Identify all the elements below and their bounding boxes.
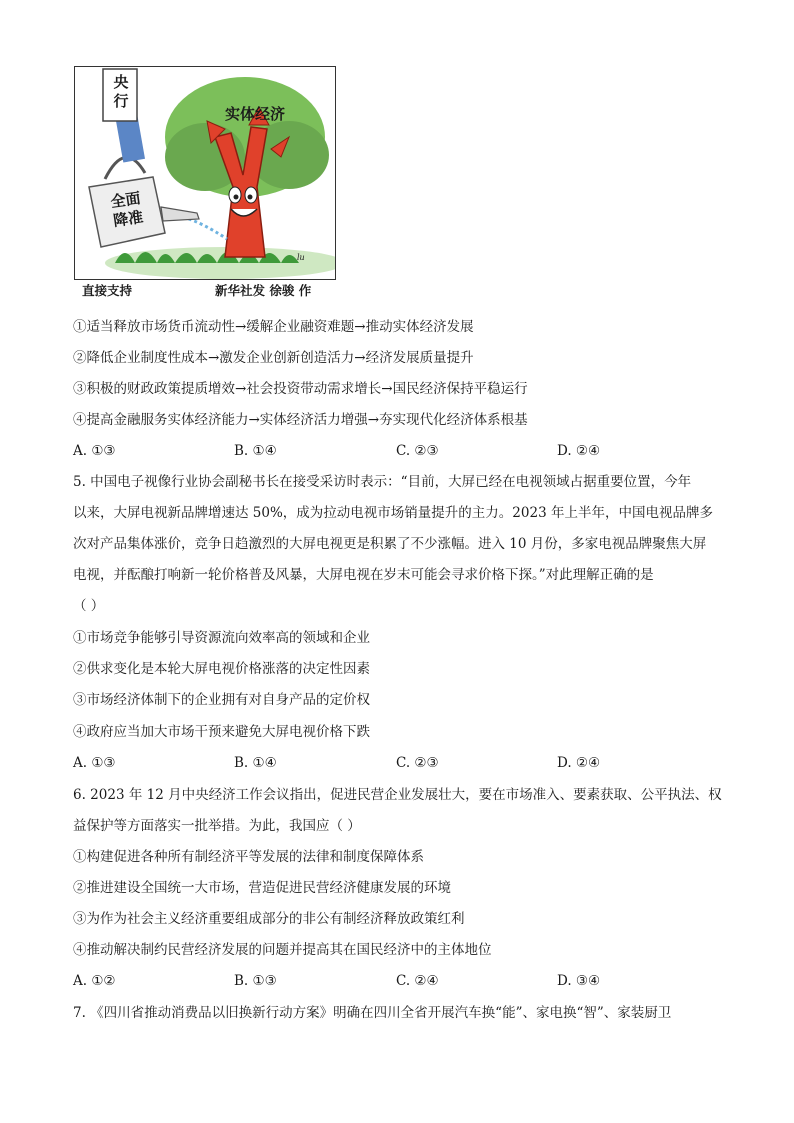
q4-option-d[interactable]: D. ②④ [557, 443, 601, 459]
q5-stem-line-5: （ ） [73, 598, 105, 614]
figure-caption-title: 直接支持 [82, 283, 133, 298]
q6-option-d[interactable]: D. ③④ [557, 973, 601, 989]
q5-item-3: ③市场经济体制下的企业拥有对自身产品的定价权 [73, 692, 370, 708]
q6-item-2: ②推进建设全国统一大市场，营造促进民营经济健康发展的环境 [73, 880, 451, 896]
q4-item-4: ④提高金融服务实体经济能力→实体经济活力增强→夯实现代化经济体系根基 [73, 412, 528, 428]
q6-item-3: ③为作为社会主义经济重要组成部分的非公有制经济释放政策红利 [73, 911, 465, 927]
q5-option-a[interactable]: A. ①③ [73, 755, 116, 771]
q5-item-1: ①市场竞争能够引导资源流向效率高的领域和企业 [73, 630, 370, 646]
q4-option-b[interactable]: B. ①④ [234, 443, 277, 459]
q6-stem-line-1: 6. 2023 年 12 月中央经济工作会议指出，促进民营企业发展壮大，要在市场准入、要素获取、公平执法、权 [73, 787, 722, 803]
q5-item-2: ②供求变化是本轮大屏电视价格涨落的决定性因素 [73, 661, 370, 677]
q6-option-c[interactable]: C. ②④ [396, 973, 439, 989]
q5-item-4: ④政府应当加大市场干预来避免大屏电视价格下跌 [73, 724, 370, 740]
tree-label: 实体经济 [225, 105, 286, 123]
q6-item-1: ①构建促进各种所有制经济平等发展的法律和制度保障体系 [73, 849, 424, 865]
q5-option-d[interactable]: D. ②④ [557, 755, 601, 771]
can-text: 全面 降准 [109, 189, 145, 230]
q5-stem-line-4: 电视，并酝酿打响新一轮价格普及风暴，大屏电视在岁末可能会寻求价格下探。”对此理解正确的是 [73, 567, 654, 583]
q5-stem-line-1: 5. 中国电子视像行业协会副秘书长在接受采访时表示：“目前，大屏已经在电视领域占据重要位置，今年 [73, 474, 692, 490]
artist-signature: lu [297, 253, 305, 262]
q4-option-c[interactable]: C. ②③ [396, 443, 439, 459]
q5-option-b[interactable]: B. ①④ [234, 755, 277, 771]
q7-stem-line-1: 7. 《四川省推动消费品以旧换新行动方案》明确在四川全省开展汽车换“能”、家电换“智”、家装厨卫 [73, 1005, 672, 1021]
q4-option-a[interactable]: A. ①③ [73, 443, 116, 459]
q5-stem-line-3: 次对产品集体涨价，竞争日趋激烈的大屏电视更是积累了不少涨幅。进入 10 月份，多家电视品牌聚焦大屏 [73, 536, 707, 552]
cartoon-figure [74, 66, 336, 280]
figure-caption-credit: 新华社发 徐骏 作 [215, 283, 312, 298]
q5-stem-line-2: 以来，大屏电视新品牌增速达 50%，成为拉动电视市场销量提升的主力。2023 年上半年，中国电视品牌多 [73, 505, 713, 521]
q4-item-3: ③积极的财政政策提质增效→社会投资带动需求增长→国民经济保持平稳运行 [73, 381, 528, 397]
q5-option-c[interactable]: C. ②③ [396, 755, 439, 771]
q4-item-2: ②降低企业制度性成本→激发企业创新创造活力→经济发展质量提升 [73, 350, 474, 366]
q6-stem-line-2: 益保护等方面落实一批举措。为此，我国应（ ） [73, 818, 361, 834]
q4-item-1: ①适当释放市场货币流动性→缓解企业融资难题→推动实体经济发展 [73, 319, 474, 335]
sign-text: 央 行 [113, 73, 129, 110]
q6-option-b[interactable]: B. ①③ [234, 973, 277, 989]
q6-option-a[interactable]: A. ①② [73, 973, 116, 989]
q6-item-4: ④推动解决制约民营经济发展的问题并提高其在国民经济中的主体地位 [73, 942, 492, 958]
